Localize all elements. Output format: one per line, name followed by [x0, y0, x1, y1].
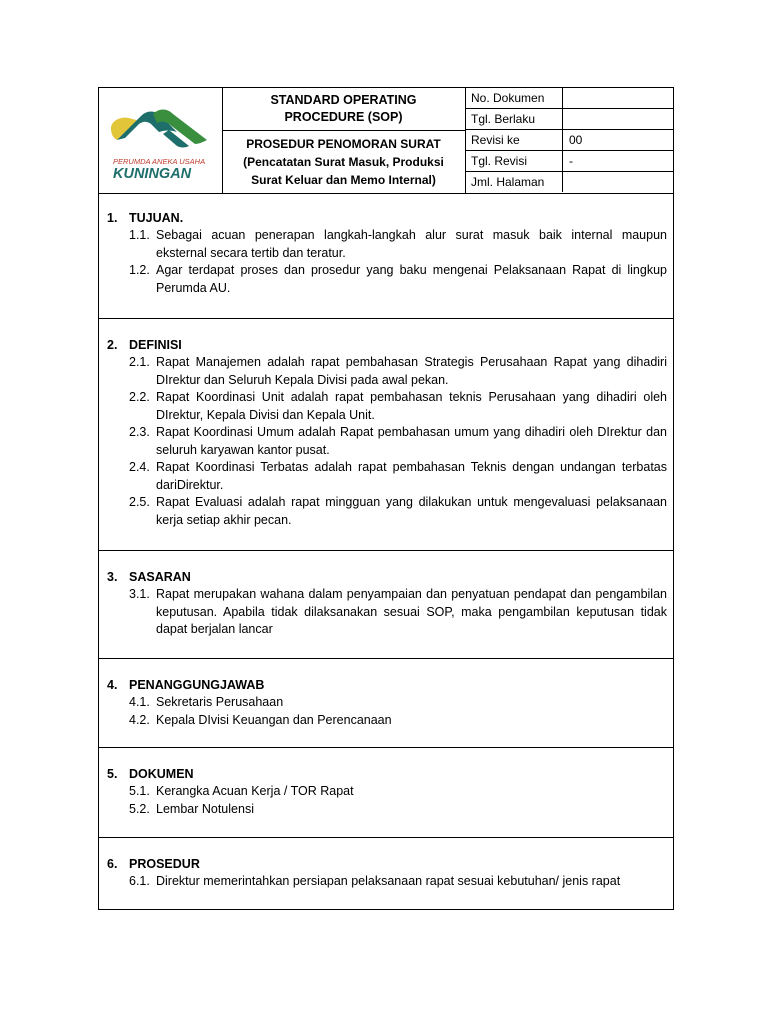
- logo-subtitle: PERUMDA ANEKA USAHA: [113, 157, 206, 166]
- section-title: DOKUMEN: [129, 767, 194, 781]
- section-number: 2.: [107, 338, 118, 352]
- meta-row: [465, 172, 673, 192]
- list-item: [107, 227, 667, 262]
- item-text: Sebagai acuan penerapan langkah-langkah alur surat masuk baik internal maupun eksternal secara tertib dan teratur.: [156, 228, 667, 260]
- item-text: Direktur memerintahkan persiapan pelaksanaan rapat sesuai kebutuhan/ jenis rapat: [156, 874, 621, 888]
- section-heading: [107, 336, 667, 354]
- item-number: 3.1.: [129, 587, 150, 601]
- section-definisi: [99, 319, 673, 551]
- logo-title: KUNINGAN: [113, 166, 192, 182]
- sop-document: [98, 87, 674, 910]
- section-heading: [107, 855, 667, 873]
- item-text: Kerangka Acuan Kerja / TOR Rapat: [156, 784, 354, 798]
- section-number: 3.: [107, 570, 118, 584]
- list-item: [107, 586, 667, 639]
- item-number: 2.4.: [129, 460, 150, 474]
- list-item: [107, 494, 667, 529]
- section-heading: [107, 765, 667, 783]
- item-number: 2.3.: [129, 425, 150, 439]
- meta-label: Tgl. Berlaku: [465, 109, 563, 129]
- item-number: 6.1.: [129, 874, 150, 888]
- item-text: Sekretaris Perusahaan: [156, 695, 284, 709]
- item-text: Rapat Manajemen adalah rapat pembahasan Strategis Perusahaan Rapat yang dihadiri DIrektur dan Seluruh Kepala Divisi pada awal pekan.: [156, 355, 667, 387]
- section-title: TUJUAN.: [129, 211, 184, 225]
- section-prosedur: [99, 838, 673, 909]
- item-number: 2.2.: [129, 390, 150, 404]
- sop-subtitle: PROSEDUR PENOMORAN SURAT (Pencatatan Surat Masuk, Produksi Surat Keluar dan Memo Internal): [243, 137, 444, 187]
- title-cell: [222, 88, 466, 193]
- section-heading: [107, 676, 667, 694]
- item-text: Kepala DIvisi Keuangan dan Perencanaan: [156, 712, 392, 727]
- list-item: [107, 354, 667, 389]
- item-number: 2.5.: [129, 495, 150, 509]
- sop-title: STANDARD OPERATING PROCEDURE (SOP): [222, 88, 465, 131]
- section-number: 5.: [107, 767, 118, 781]
- item-text: Lembar Notulensi: [156, 801, 254, 816]
- meta-label: Tgl. Revisi: [465, 151, 563, 171]
- list-item: [107, 459, 667, 494]
- item-number: 4.2.: [129, 712, 150, 727]
- item-number: 4.1.: [129, 695, 150, 709]
- document-meta-table: [465, 88, 673, 193]
- list-item: [107, 389, 667, 424]
- meta-value: -: [569, 154, 573, 168]
- item-text: Rapat Evaluasi adalah rapat mingguan yang dilakukan untuk mengevaluasi pelaksanaan kerja setiap akhir pecan.: [156, 495, 667, 527]
- list-item: [107, 801, 667, 819]
- section-dokumen: [99, 748, 673, 838]
- meta-row: [465, 88, 673, 109]
- meta-value: [563, 109, 673, 129]
- section-number: 6.: [107, 857, 118, 871]
- item-number: 5.2.: [129, 801, 150, 816]
- item-text: Rapat Koordinasi Unit adalah rapat pembahasan teknis Perusahaan yang dihadiri oleh DIrektur, Kepala Divisi dan Kepala Unit.: [156, 390, 667, 422]
- item-number: 1.1.: [129, 228, 150, 242]
- section-heading: [107, 568, 667, 586]
- list-item: [107, 712, 667, 730]
- item-number: 2.1.: [129, 355, 150, 369]
- section-penanggungjawab: [99, 659, 673, 748]
- meta-row: [465, 151, 673, 172]
- section-number: 1.: [107, 211, 118, 225]
- section-title: DEFINISI: [129, 338, 182, 352]
- meta-label: No. Dokumen: [465, 88, 563, 108]
- list-item: [107, 262, 667, 297]
- item-text: Rapat merupakan wahana dalam penyampaian dan penyatuan pendapat dan pengambilan keputusan. Apabila tidak dilaksanakan sesuai SOP, maka pengambilan keputusan tidak dapat berjalan lancar: [156, 587, 667, 636]
- meta-row: [465, 109, 673, 130]
- section-tujuan: [99, 193, 673, 319]
- meta-row: [465, 130, 673, 151]
- section-title: SASARAN: [129, 570, 191, 584]
- company-logo: [99, 88, 223, 193]
- item-text: Rapat Koordinasi Terbatas adalah rapat pembahasan Teknis dengan undangan terbatas dariDirektur.: [156, 460, 667, 492]
- list-item: [107, 783, 667, 801]
- section-title: PROSEDUR: [129, 857, 200, 871]
- section-title: PENANGGUNGJAWAB: [129, 678, 265, 692]
- list-item: [107, 424, 667, 459]
- meta-value: [563, 172, 673, 192]
- meta-label: Revisi ke: [465, 130, 563, 150]
- item-text: Agar terdapat proses dan prosedur yang baku mengenai Pelaksanaan Rapat di lingkup Perumda AU.: [156, 263, 667, 295]
- list-item: [107, 873, 667, 891]
- item-number: 1.2.: [129, 263, 150, 277]
- item-text: Rapat Koordinasi Umum adalah Rapat pembahasan umum yang dihadiri oleh DIrektur dan seluruh karyawan kantor pusat.: [156, 425, 667, 457]
- meta-value: 00: [569, 133, 583, 147]
- meta-label: Jml. Halaman: [465, 172, 563, 192]
- sop-header: [99, 88, 673, 194]
- meta-value: [563, 88, 673, 108]
- list-item: [107, 694, 667, 712]
- section-sasaran: [99, 551, 673, 659]
- item-number: 5.1.: [129, 784, 150, 798]
- section-heading: [107, 209, 667, 227]
- section-number: 4.: [107, 678, 118, 692]
- logo-mark-icon: [99, 88, 222, 193]
